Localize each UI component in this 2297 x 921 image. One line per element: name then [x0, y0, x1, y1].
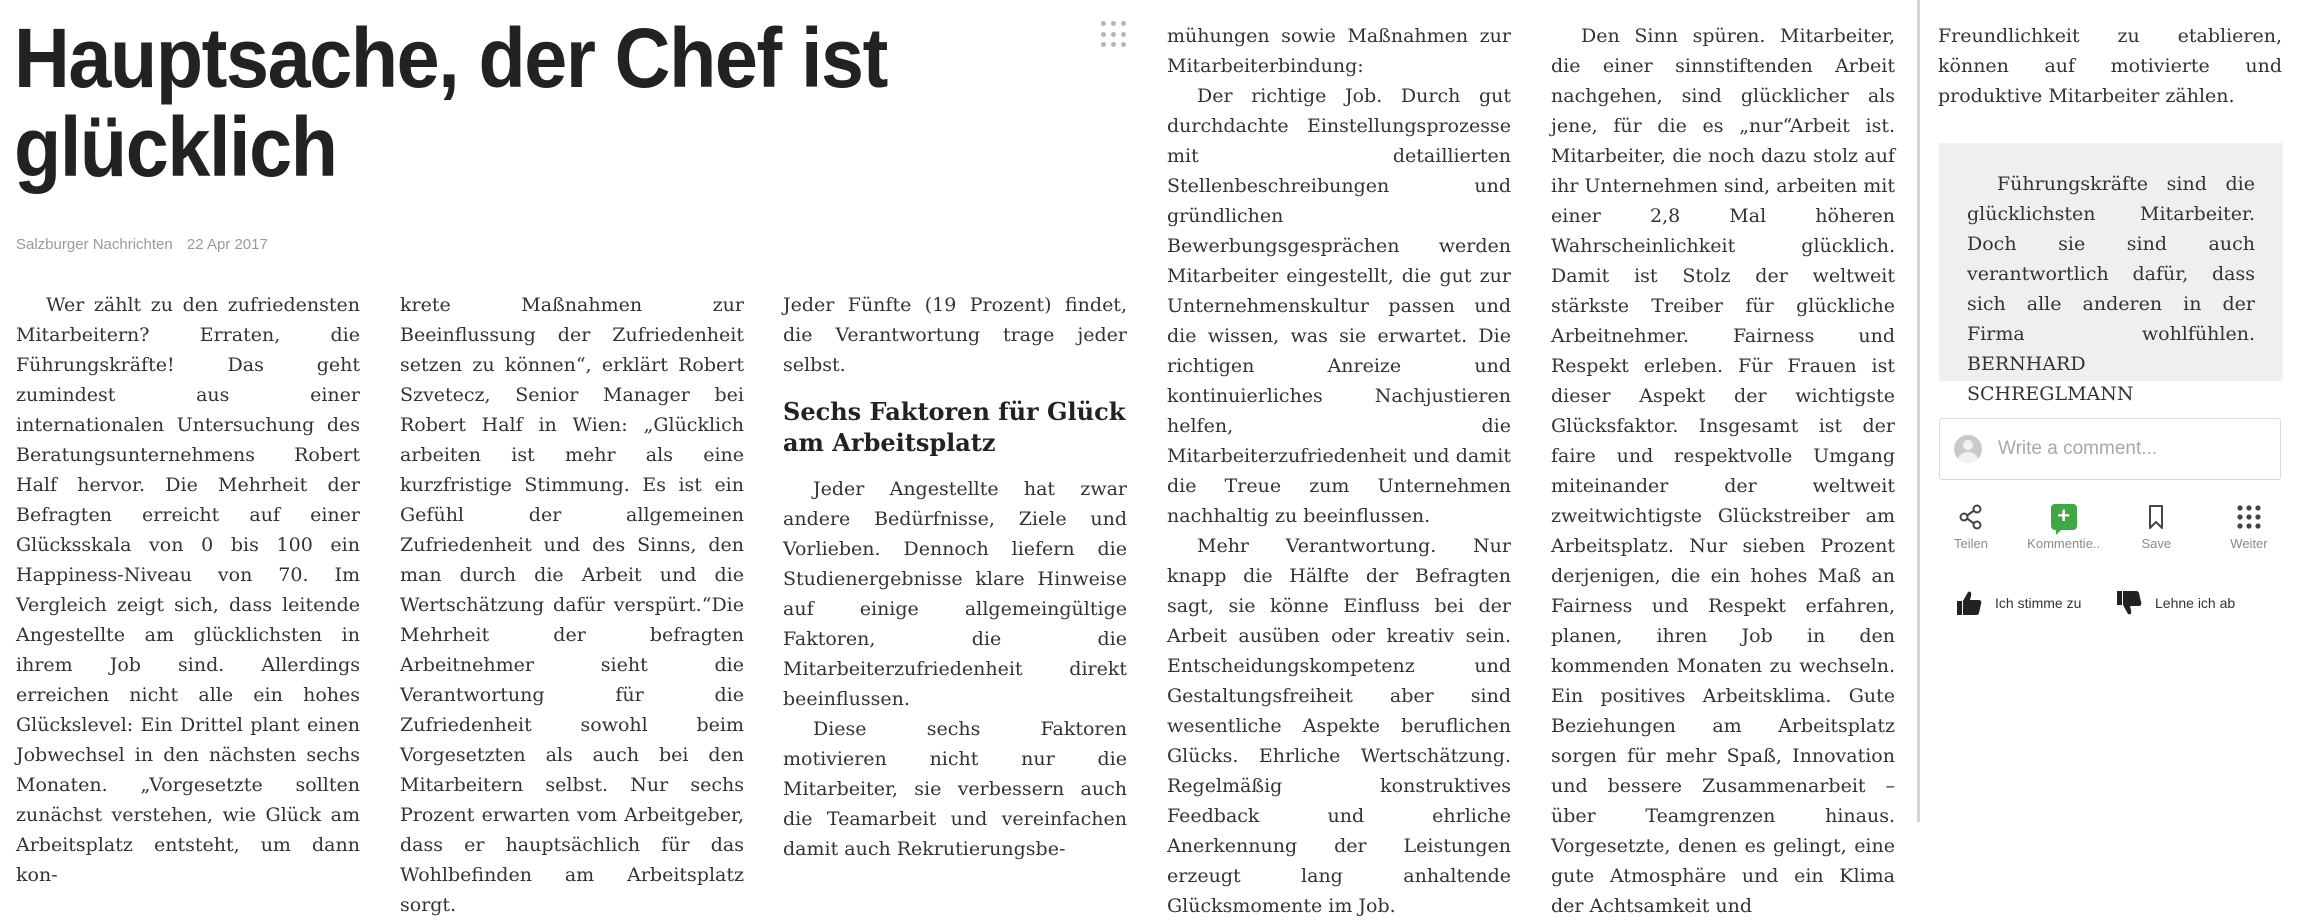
save-label: Save — [2141, 536, 2172, 551]
pull-quote-text: Führungskräfte sind die glücklichsten Mitarbeiter. Doch sie sind auch verantwortlich dafür, dass sich alle anderen in der Firma wohlfühlen. BERNHARD SCHREGLMANN — [1967, 173, 2255, 405]
share-icon — [1956, 502, 1986, 532]
paragraph: krete Maßnahmen zur Beeinflussung der Zufriedenheit setzen zu können“, erklärt Robert Szvetecz, Senior Manager bei Robert Half in Wien: „Glücklich arbeiten ist mehr als eine kurzfristige Stimmung. Es ist ein Gefühl der allgemeinen Zufriedenheit und des Sinns, den man durch die Arbeit und die Wertschätzung dafür verspürt.“Die Mehrheit der befragten Arbeitnehmer sieht die Verantwortung für die Zufriedenheit sowohl beim Vorgesetzten als auch bei den Mitarbeitern selbst. Nur sechs Prozent erwarten vom Arbeitgeber, dass er hauptsächlich für das Wohlbefinden am Arbeitsplatz sorgt. — [400, 294, 744, 916]
pull-quote — [1939, 143, 2283, 405]
thumbs-down-icon — [2115, 588, 2143, 618]
sidebar-divider — [1917, 0, 1920, 822]
paragraph: Der richtige Job. Durch gut durchdachte Einstellungsprozesse mit detaillierten Stellenbeschreibungen und gründlichen Bewerbungsgesprächen werden Mitarbeiter eingestellt, die gut zur Unternehmenskultur passen und die wissen, was sie erwartet. Die richtigen Anreize und kontinuierliches Nachjustieren helfen, die Mitarbeiterzufriedenheit und damit die Treue zum Unternehmen nachhaltig zu beeinflussen. — [1167, 85, 1511, 527]
save-button[interactable] — [2124, 502, 2188, 562]
drag-handle-icon[interactable] — [1101, 21, 1129, 49]
vote-bar — [1955, 586, 2275, 620]
paragraph: Wer zählt zu den zufriedensten Mitarbeitern? Erraten, die Führungskräfte! Das geht zumindest aus einer internationalen Untersuchung des Beratungsunternehmens Robert Half hervor. Die Mehrheit der Befragten erreicht auf einer Glücksskala von 0 bis 100 ein Happiness-Niveau von 70. Im Vergleich zeigt sich, dass leitende Angestellte am glücklichsten in ihrem Job sind. Allerdings erreichen nicht alle ein hohes Glückslevel: Ein Drittel plant einen Jobwechsel in den nächsten sechs Monaten. „Vorgesetzte sollten zunächst verstehen, wie Glück am Arbeitsplatz entsteht, um dann kon- — [16, 294, 360, 886]
disagree-label: Lehne ich ab — [2155, 595, 2236, 611]
avatar — [1954, 435, 1982, 463]
bookmark-icon — [2141, 502, 2171, 532]
article-source: Salzburger Nachrichten — [16, 236, 173, 253]
article-date: 22 Apr 2017 — [186, 236, 268, 253]
agree-button[interactable] — [1955, 586, 2115, 620]
share-label: Teilen — [1954, 536, 1988, 551]
grid-dots-icon — [2234, 502, 2264, 532]
more-button[interactable] — [2217, 502, 2281, 562]
paragraph: mühungen sowie Maßnahmen zur Mitarbeiterbindung: — [1167, 25, 1511, 77]
comment-button[interactable] — [2027, 502, 2101, 562]
paragraph: Diese sechs Faktoren motivieren nicht nur die Mitarbeiter, sie verbessern auch die Teamarbeit und vereinfachen damit auch Rekrutierungsbe- — [783, 718, 1127, 860]
sidebar-continuation-text: Freundlichkeit zu etablieren, können auf motivierte und produktive Mitarbeiter zählen. — [1938, 25, 2282, 107]
article-column-1 — [16, 290, 360, 890]
article-meta — [16, 236, 268, 253]
more-label: Weiter — [2230, 536, 2268, 551]
paragraph: Jeder Fünfte (19 Prozent) findet, die Verantwortung trage jeder selbst. — [783, 294, 1127, 376]
paragraph: Mehr Verantwortung. Nur knapp die Hälfte der Befragten sagt, sie könne Einfluss bei der Arbeit ausüben oder kreativ sein. Entscheidungskompetenz und Gestaltungsfreiheit aber sind wesentliche Aspekte beruflichen Glücks. Ehrliche Wertschätzung. Regelmäßig konstruktives Feedback und ehrliche Anerkennung der Leistungen erzeugt lang anhaltende Glücksmomente im Job. — [1167, 535, 1511, 917]
paragraph: Jeder Angestellte hat zwar andere Bedürfnisse, Ziele und Vorlieben. Dennoch liefern die Studienergebnisse klare Hinweise auf einige allgemeingültige Faktoren, die die Mitarbeiterzufriedenheit direkt beeinflussen. — [783, 478, 1127, 710]
article-column-3 — [783, 290, 1127, 864]
article-column-4 — [1167, 21, 1511, 921]
action-bar — [1939, 502, 2281, 562]
comment-input[interactable] — [1996, 437, 2270, 461]
agree-label: Ich stimme zu — [1995, 595, 2082, 611]
comment-label: Kommentie.. — [2027, 536, 2101, 551]
article-column-5 — [1551, 21, 1895, 921]
share-button[interactable] — [1939, 502, 2003, 562]
article-column-2 — [400, 290, 744, 920]
thumbs-up-icon — [1955, 588, 1983, 618]
comment-box[interactable] — [1939, 418, 2281, 480]
paragraph: Den Sinn spüren. Mitarbeiter, die einer sinnstiftenden Arbeit nachgehen, sind glücklicher als jene, für die es „nur“Arbeit ist. Mitarbeiter, die noch dazu stolz auf ihr Unternehmen sind, arbeiten mit einer 2,8 Mal höheren Wahrscheinlichkeit glücklich. Damit ist Stolz der weltweit stärkste Treiber für glückliche Arbeitnehmer. Fairness und Respekt erleben. Für Frauen ist dieser Aspekt der wichtigste Glücksfaktor. Insgesamt ist der faire und respektvolle Umgang miteinander der weltweit zweitwichtigste Glückstreiber am Arbeitsplatz. Nur sieben Prozent derjenigen, die ein hohes Maß an Fairness und Respekt erfahren, planen, ihren Job in den kommenden Monaten zu wechseln. Ein positives Arbeitsklima. Gute Beziehungen am Arbeitsplatz sorgen für mehr Spaß, Innovation und bessere Zusammenarbeit – über Teamgrenzen hinaus. Vorgesetzte, denen es gelingt, eine gute Atmosphäre und ein Klima der Achtsamkeit und — [1551, 25, 1895, 917]
section-heading: Sechs Faktoren für Glück am Arbeitsplatz — [783, 397, 1126, 457]
disagree-button[interactable] — [2115, 586, 2275, 620]
add-comment-icon: + — [2051, 504, 2077, 530]
article-title: Hauptsache, der Chef ist glücklich — [14, 11, 888, 194]
